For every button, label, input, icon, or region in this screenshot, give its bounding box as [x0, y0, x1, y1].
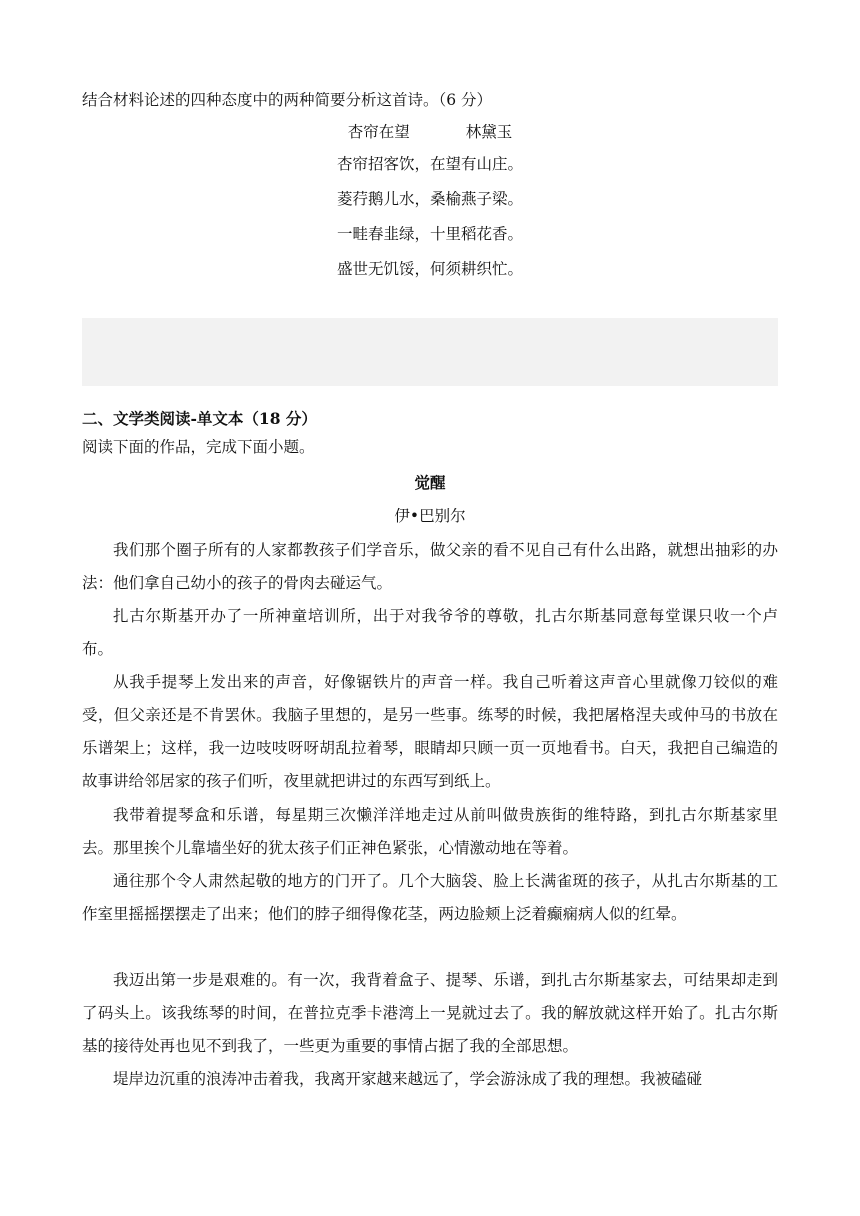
story-title: 觉醒 — [414, 473, 446, 492]
poem-heading — [82, 122, 778, 142]
section-instruction: 阅读下面的作品，完成下面小题。 — [82, 438, 315, 456]
story-paragraph: 从我手提琴上发出来的声音，好像锯铁片的声音一样。我自己听着这声音心里就像刀铰似的难受，但父亲还是不肯罢休。我脑子里想的，是另一些事。练琴的时候，我把屠格涅夫或仲马的书放在乐谱架上；这样，我一边吱吱呀呀胡乱拉着琴，眼睛却只顾一页一页地看书。白天，我把自己编造的故事讲给邻居家的孩子们听，夜里就把讲过的东西写到纸上。 — [82, 673, 778, 790]
poem-line: 菱荇鹅儿水，桑榆燕子梁。 — [336, 190, 523, 208]
question-prompt: 结合材料论述的四种态度中的两种简要分析这首诗。（6 分） — [82, 91, 493, 109]
poem-title: 杏帘在望 — [347, 123, 410, 141]
poem-line: 盛世无饥馁，何须耕织忙。 — [336, 260, 523, 278]
story-paragraph: 堤岸边沉重的浪涛冲击着我，我离开家越来越远了，学会游泳成了我的理想。我被磕碰 — [113, 1070, 703, 1088]
story-paragraph: 通往那个令人肃然起敬的地方的门开了。几个大脑袋、脸上长满雀斑的孩子，从扎古尔斯基的工作室里摇摇摆摆走了出来；他们的脖子细得像花茎，两边脸颊上泛着癫痫病人似的红晕。 — [82, 872, 778, 923]
poem-author: 林黛玉 — [465, 123, 513, 141]
story-paragraph: 我迈出第一步是艰难的。有一次，我背着盒子、提琴、乐谱，到扎古尔斯基家去，可结果却走到了码头上。该我练琴的时间，在普拉克季卡港湾上一晃就过去了。我的解放就这样开始了。扎古尔斯基的接待处再也见不到我了，一些更为重要的事情占据了我的全部思想。 — [82, 971, 778, 1055]
section-heading: 二、文学类阅读-单文本（18 分） — [82, 409, 317, 428]
story-paragraph: 我们那个圈子所有的人家都教孩子们学音乐，做父亲的看不见自己有什么出路，就想出抽彩的办法：他们拿自己幼小的孩子的骨肉去碰运气。 — [82, 541, 778, 592]
poem-line: 杏帘招客饮，在望有山庄。 — [336, 155, 523, 173]
answer-area[interactable] — [82, 318, 778, 386]
story-author: 伊•巴别尔 — [394, 507, 466, 525]
story-paragraph: 扎古尔斯基开办了一所神童培训所，出于对我爷爷的尊敬，扎古尔斯基同意每堂课只收一个卢布。 — [82, 607, 778, 658]
poem-line: 一畦春韭绿，十里稻花香。 — [336, 225, 523, 243]
story-paragraph: 我带着提琴盒和乐谱，每星期三次懒洋洋地走过从前叫做贵族街的维特路，到扎古尔斯基家里去。那里挨个儿靠墙坐好的犹太孩子们正神色紧张，心情激动地在等着。 — [82, 806, 778, 857]
